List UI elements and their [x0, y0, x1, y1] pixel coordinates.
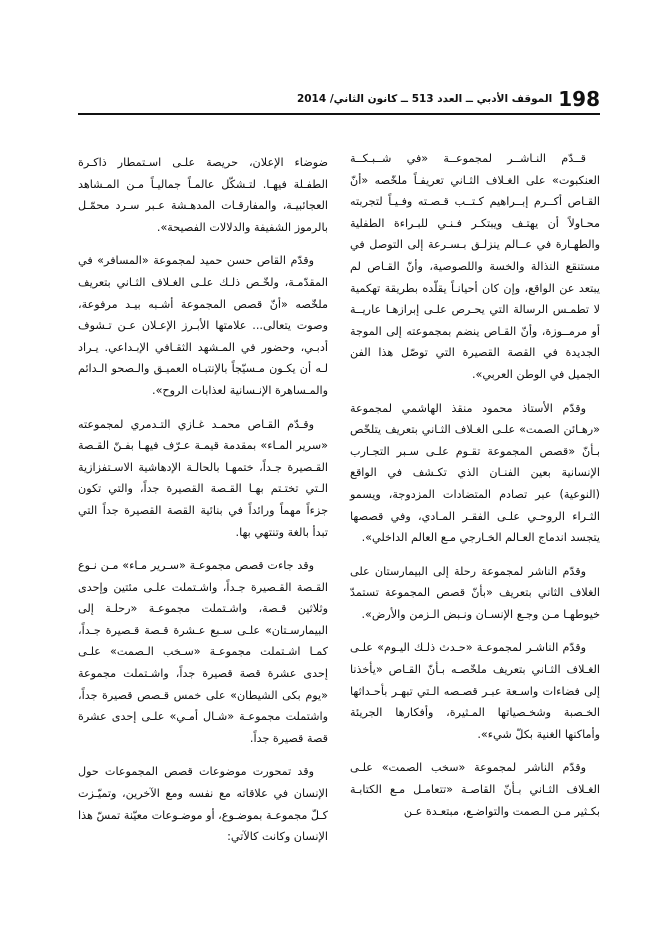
- paragraph: وقد تمحورت موضوعات قصص المجموعات حول الإنسان في علاقاته مع نفسه ومع الآخرين، وتميّـزت كـلّ مجموعـة بموضـوع، أو موضـوعات معيّنة تمسّ هذا الإنسان وكانت كالآتي:: [78, 765, 328, 844]
- journal-title: الموقف الأدبي ــ العدد 513 ــ كانون الثاني/ 2014: [296, 93, 553, 105]
- paragraph: وقد جاءت قصص مجموعـة «سـرير مـاء» مـن نـوع القـصة القـصيرة جـداً، واشـتملت علـى مئتين وإحدى وثلاثين قـصة، واشـتملت مجموعـة «رحلـة إلى البيمارسـتان» علـى سـبع عـشرة قـصة قـصيرة جـداً، كمـا اشـتملت مجموعـة «سـخب الـصمت» علـى إحدى عشرة قصة قصيرة جداً، واشـتملت مجموعة «يوم بكى الشيطان» على خمس قـصص قصيرة جداً، واشتملت مجموعـة «شـال أمـي» علـى إحدى عشرة قصة قصيرة جداً.: [78, 559, 328, 745]
- paragraph: وقـدّم القـاص محمـد غـازي التـدمري لمجموعته «سرير المـاء» بمقدمة قيمـة عـرّف فيهـا بفـنّ القـصة القـصيرة جـداً، ختمهـا بالحالـة الإدهاشية الاسـتفزازية الـتي تختـتم بهـا القـصة القصيرة جداً، والتي تكون جزءاً مهماً ورائداً في بنائية القصة القصيرة جداً التي تبدأ بالغة وتنتهي بها.: [78, 417, 328, 539]
- header-rule: [78, 113, 600, 115]
- paragraph: ضوضاء الإعلان، حريصة علـى اسـتمطار ذاكـرة الطفـلة فيهـا. لتـشكّل عالمـاً جماليـاً مـن المـشاهد العجائبيـة، والمفارقـات المدهـشة عـبر سـرد محمّـل بالرموز الشفيفة والدلالات الفصيحة».: [78, 156, 328, 234]
- paragraph: وقدّم الأستاذ محمود منقذ الهاشمي لمجموعة «رهـائن الصمت» علـى الغـلاف الثـاني بتعريف يتلخّص بـأنّ «قصص المجموعة تقـوم علـى سـبر التجـارب الإنسانية بعين الفنـان الذي تكـشف في الواقع (النوعية) عبر تصادم المتضادات المزدوجة، ويسمو الثـراء الروحـي علـى الفقـر المـادي، وفي قصصها يتجسد اندماج العـالم الخـارجي مـع العالم الداخلي».: [350, 401, 600, 545]
- paragraph: وقدّم القاص حسن حميد لمجموعة «المسافر» في المقدّمـة، ولخّـص ذلـك علـى الغـلاف الثـاني بتعريف ملخّصه «أنّ قصص المجموعة أشـبه بيـد مرفوعة، وصوت يتعالى... علامتها الأبـرز الإعـلان عـن تـشوف أدبـي، وحضور في المـشهد الثقـافي الإبـداعي. يـراد لـه أن يكـون مـسيّجاً بالإنتبـاه العميـق والـصحو الـدائم والمـساهرة الإنـسانية لعذابات الروح».: [78, 254, 328, 397]
- left-column: [78, 152, 328, 860]
- page-number: 198: [558, 87, 600, 111]
- paragraph: وقدّم الناشر لمجموعة رحلة إلى البيمارستان على الغلاف الثاني بتعريف «بأنّ قصص المجموعة تستمدّ خيوطهـا مـن وجـع الإنسـان ونـبض الـزمن والأرض».: [350, 564, 600, 621]
- right-column: [350, 148, 600, 834]
- paragraph: قــدّم النـاشــر لمجموعــة «في شــبـكــة العنكبوت» على الغـلاف الثـاني تعريفـاً ملخّصه «أنّ القـاص أكــرم إبــراهيم كـتــب قـصـته وفـيـاً لتجربته محـاولاً أن يهتـف ويبتكـر فـنـي للبـراءة الطفلية والطهـارة في عــالم ينزلـق بـسـرعة إلى التوصل في مستنقع النذالة والخسة واللصوصية، وأنّ القـاص لم يبتعد عن الواقع، وإن كان أحيانـاً يقلّده بطريقة تهكمية لا تطمـس الرسالة التي يحـرص علـى إبرازهـا عاريــة أو مرمــوزة، وأنّ القـاص ينضم بمجموعته إلى الموجة الجديدة في القصة القصيرة التي توصّل هذا الفن الجميل في الوطن العربي».: [350, 152, 600, 381]
- page-header: [296, 84, 600, 114]
- paragraph: وقدّم الناشـر لمجموعـة «حـدث ذلـك اليـوم» علـى الغـلاف الثـاني بتعريف ملخّصـه بـأنّ القـاص «يأخذنا إلى فضاءات واسـعة عبـر قصـصه الـتي تبهـر بأحـداثها الخـصبة وشخـصياتها المـثيرة، وأفكارها الجريئة وأماكنها الغنية بكلّ شيء».: [350, 641, 600, 741]
- paragraph: وقدّم الناشر لمجموعة «سخب الصمت» علـى الغـلاف الثـاني بـأنّ القاصـة «تتعامـل مـع الكتابـة بكـثير مـن الـصمت والتواضـع، مبتعـدة عـن: [350, 761, 600, 818]
